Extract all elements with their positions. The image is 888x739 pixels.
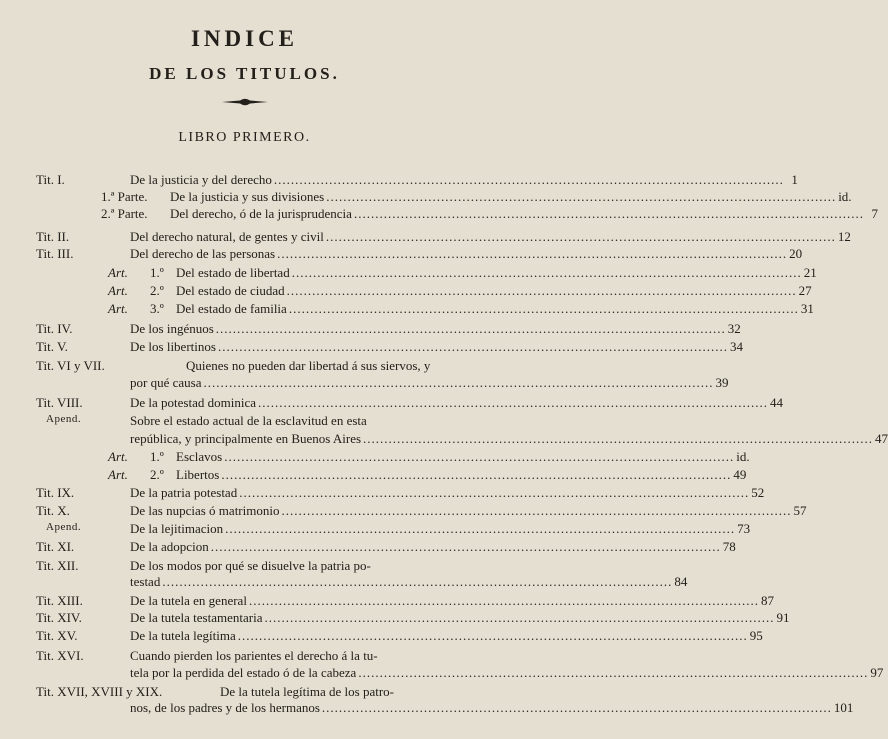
index-subtitle: DE LOS TITULOS. (149, 64, 340, 83)
entry-text: Del estado de familia (176, 301, 287, 316)
page-number: 97 (870, 665, 884, 680)
entry-text: testad (130, 574, 161, 589)
entry-number: 2.º (150, 467, 164, 482)
page-number: 91 (776, 610, 790, 625)
entry-label: Tit. III. (36, 246, 74, 261)
page-number: 12 (837, 229, 851, 244)
entry-text: por qué causa (130, 375, 202, 390)
dot-leader: ........................................................................................................................ (358, 665, 869, 680)
index-entry (36, 665, 884, 682)
page-number: 31 (800, 301, 814, 316)
page-number: 7 (871, 206, 878, 221)
dot-leader: ........................................................................................................................ (273, 172, 784, 187)
entry-text: De las nupcias ó matrimonio (130, 503, 280, 518)
entry-label: Tit. X. (36, 503, 70, 518)
index-entry (36, 574, 688, 591)
page-number: 78 (722, 539, 736, 554)
entry-label: Tit. XIII. (36, 593, 83, 608)
entry-label: Tit. XVII, XVIII y XIX. (36, 684, 163, 699)
entry-text: De la tutela en general (130, 593, 247, 608)
entry-text: De la patria potestad (130, 485, 238, 500)
index-entry (36, 339, 743, 356)
entry-label: Tit. V. (36, 339, 68, 354)
entry-text: república, y principalmente en Buenos Aires (130, 431, 362, 446)
entry-label: Tit. XI. (36, 539, 75, 554)
entry-text: De la lejitimacion (130, 521, 224, 536)
page-number: 34 (729, 339, 743, 354)
page-number: 84 (674, 574, 688, 589)
index-entry (36, 246, 803, 263)
entry-text: Sobre el estado actual de la esclavitud en esta (130, 413, 367, 428)
index-entry (46, 521, 751, 538)
entry-label: Tit. IV. (36, 321, 73, 336)
page-number: 20 (789, 246, 803, 261)
index-entry (36, 395, 783, 412)
index-entry (36, 358, 448, 375)
page-number: 44 (770, 395, 783, 410)
entry-text: tela por la perdida del estado ó de la cabeza (130, 665, 357, 680)
entry-label: Tit. VI y VII. (36, 358, 105, 373)
dot-leader: ........................................................................................................................ (325, 229, 836, 244)
page-number: 27 (798, 283, 812, 298)
entry-text: De la tutela legítima de los patro- (220, 684, 394, 699)
entry-text: nos, de los padres y de los hermanos (130, 700, 320, 715)
page-number: 73 (737, 521, 751, 536)
page-number: 39 (715, 375, 729, 390)
book-heading: LIBRO PRIMERO. (178, 130, 311, 145)
index-entry (36, 610, 790, 627)
dot-leader: ........................................................................................................................ (258, 395, 768, 410)
index-entry (36, 700, 854, 717)
dot-leader: ........................................................................................................................ (239, 485, 750, 500)
index-entry (36, 648, 448, 665)
page-number: 32 (727, 321, 741, 336)
entry-text: Cuando pierden los parientes el derecho á la tu- (130, 648, 378, 663)
dot-leader: ........................................................................................................................ (326, 189, 837, 204)
index-entry (36, 503, 807, 520)
index-entry (36, 593, 774, 610)
entry-text: Del derecho natural, de gentes y civil (130, 229, 324, 244)
index-entry (36, 628, 763, 645)
entry-text: De la potestad dominica (130, 395, 256, 410)
entry-label: Tit. I. (36, 172, 65, 187)
dot-leader: ........................................................................................................................ (277, 246, 788, 261)
index-entry (36, 539, 736, 556)
entry-label: Tit. II. (36, 229, 70, 244)
entry-label: Tit. XIV. (36, 610, 82, 625)
dot-leader: ........................................................................................................................ (281, 503, 792, 518)
entry-text: De los modos por qué se disuelve la patria po- (130, 558, 371, 573)
entry-text: De la justicia y sus divisiones (170, 189, 325, 204)
page-number: 21 (803, 265, 817, 280)
dot-leader: ........................................................................................................................ (224, 449, 735, 464)
dot-leader: ........................................................................................................................ (248, 593, 759, 608)
dot-leader: ........................................................................................................................ (203, 375, 714, 390)
dot-leader: ........................................................................................................................ (286, 283, 797, 298)
entry-label: Apend. (46, 521, 82, 533)
index-entry (36, 684, 448, 701)
index-entry (108, 283, 812, 300)
entry-label: 1.ª Parte. (101, 189, 148, 204)
dot-leader: ........................................................................................................................ (221, 467, 732, 482)
entry-text: Esclavos (176, 449, 223, 464)
page-number: id. (736, 449, 750, 464)
dot-leader: ........................................................................................................................ (264, 610, 775, 625)
index-entry (36, 172, 798, 189)
dot-leader: ........................................................................................................................ (225, 521, 736, 536)
index-entry (101, 206, 878, 223)
entry-label: Art. (108, 449, 128, 464)
page-number: 101 (833, 700, 854, 715)
entry-text: De los ingénuos (130, 321, 214, 336)
entry-text: De los libertinos (130, 339, 216, 354)
dot-leader: ........................................................................................................................ (363, 431, 874, 446)
index-entry (108, 467, 747, 484)
ornament-divider (222, 97, 268, 107)
page-number: 1 (791, 172, 798, 187)
index-entry (108, 301, 814, 318)
index-entry (108, 449, 750, 466)
page-number: 49 (733, 467, 747, 482)
dot-leader: ........................................................................................................................ (353, 206, 864, 221)
dot-leader: ........................................................................................................................ (291, 265, 802, 280)
entry-text: Del estado de ciudad (176, 283, 285, 298)
entry-text: Quienes no pueden dar libertad á sus siervos, y (186, 358, 431, 373)
entry-number: 1.º (150, 265, 164, 280)
index-entry (36, 229, 851, 246)
index-entry (36, 375, 729, 392)
index-entry (108, 265, 817, 282)
dot-leader: ........................................................................................................................ (217, 339, 728, 354)
entry-text: De la justicia y del derecho (130, 172, 272, 187)
entry-label: Tit. IX. (36, 485, 75, 500)
entry-label: Tit. VIII. (36, 395, 83, 410)
entry-label: Art. (108, 283, 128, 298)
dot-leader: ........................................................................................................................ (162, 574, 673, 589)
dot-leader: ........................................................................................................................ (237, 628, 748, 643)
dot-leader: ........................................................................................................................ (215, 321, 726, 336)
entry-text: Del derecho de las personas (130, 246, 276, 261)
entry-number: 1.º (150, 449, 164, 464)
entry-label: Art. (108, 301, 128, 316)
page-number: 95 (749, 628, 763, 643)
page-number: 52 (751, 485, 765, 500)
entry-text: Del estado de libertad (176, 265, 290, 280)
index-entry (36, 558, 448, 575)
entry-text: De la tutela legítima (130, 628, 236, 643)
page-number: 57 (793, 503, 807, 518)
index-entry (46, 431, 888, 448)
entry-label: Tit. XII. (36, 558, 79, 573)
entry-text: De la adopcion (130, 539, 209, 554)
page-number: 87 (760, 593, 774, 608)
index-entry (46, 413, 448, 430)
entry-label: 2.ª Parte. (101, 206, 148, 221)
dot-leader: ........................................................................................................................ (321, 700, 832, 715)
entry-label: Tit. XV. (36, 628, 78, 643)
entry-text: De la tutela testamentaria (130, 610, 263, 625)
entry-label: Apend. (46, 413, 82, 425)
index-title: INDICE (190, 26, 299, 51)
entry-text: Del derecho, ó de la jurisprudencia (170, 206, 352, 221)
page-number: id. (838, 189, 852, 204)
index-entry (101, 189, 852, 206)
index-entry (36, 485, 765, 502)
entry-text: Libertos (176, 467, 220, 482)
entry-number: 2.º (150, 283, 164, 298)
page-number: 47 (875, 431, 888, 446)
dot-leader: ........................................................................................................................ (288, 301, 799, 316)
entry-label: Art. (108, 467, 128, 482)
entry-label: Art. (108, 265, 128, 280)
entry-number: 3.º (150, 301, 164, 316)
dot-leader: ........................................................................................................................ (210, 539, 721, 554)
entry-label: Tit. XVI. (36, 648, 84, 663)
index-entry (36, 321, 741, 338)
